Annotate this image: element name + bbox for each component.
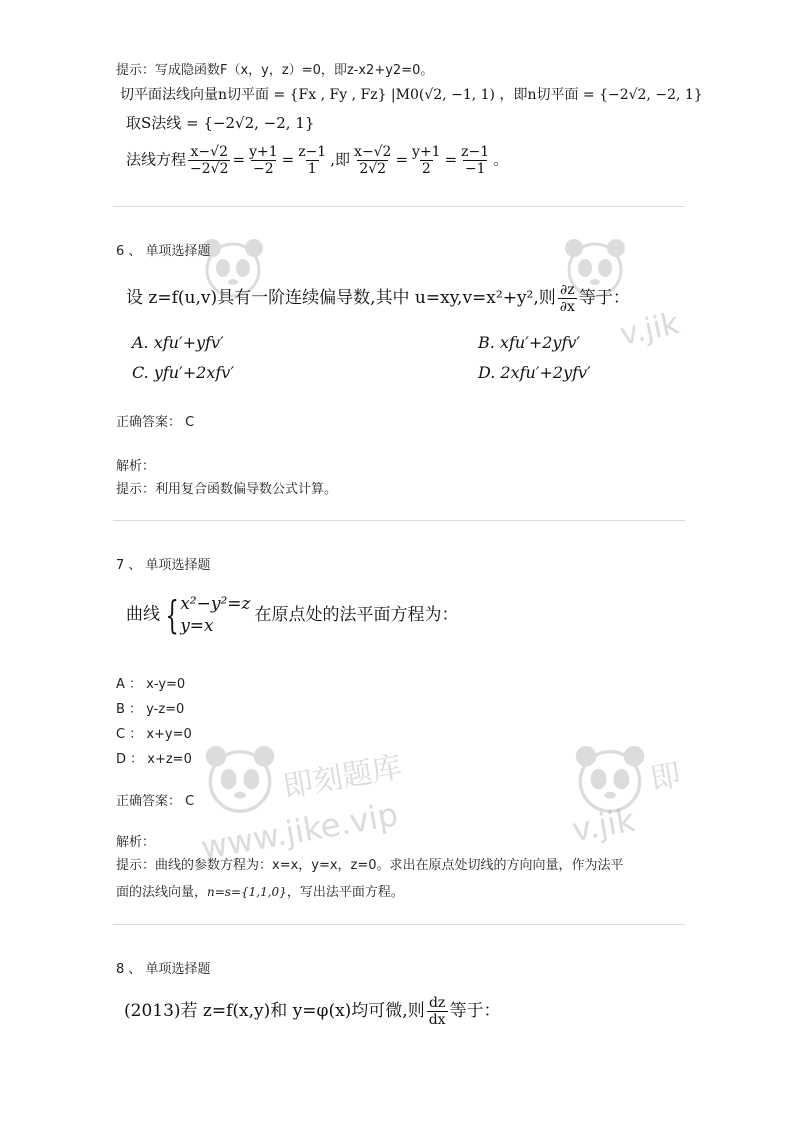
q6-stem: [126, 282, 630, 315]
frac: [296, 144, 328, 177]
watermark-url: www.jike.vip: [198, 795, 401, 867]
frac-den: ∂x: [559, 299, 575, 315]
panda-watermark-icon: [570, 738, 650, 818]
q6-stem-pre: 设 z=f(u,v)具有一阶连续偏导数,其中 u=xy,v=x²+y²,则: [126, 288, 556, 308]
partial-fraction: [558, 282, 577, 315]
q7-stem: [126, 593, 458, 637]
frac-den: 1: [307, 161, 317, 177]
q5-hint: 提示：写成隐函数F（x，y，z）=0，即z-x2+y2=0。: [116, 63, 434, 78]
q6-stem-post: 等于：: [578, 288, 630, 308]
q7-hint-line-2: [116, 883, 404, 902]
q6-option-c[interactable]: C. yfu′+2xfv′: [132, 363, 234, 382]
derivative-fraction: [427, 995, 448, 1028]
q7-stem-pre: 曲线: [126, 604, 160, 625]
q6-hint: 提示：利用复合函数偏导数公式计算。: [116, 482, 338, 497]
q8-header: 8 、 单项选择题: [116, 962, 211, 977]
q7-hint-line-2-pre: 面的法线向量，: [116, 885, 208, 900]
frac-num: y+1: [412, 144, 441, 160]
frac-num: z−1: [298, 144, 327, 160]
q7-option-a[interactable]: A ： x-y=0: [116, 677, 186, 692]
frac-num: dz: [428, 995, 446, 1011]
q5-ji: ,即: [330, 150, 350, 169]
frac: [188, 144, 230, 177]
panda-watermark-icon: [200, 738, 280, 818]
frac: [352, 144, 393, 177]
q6-option-a[interactable]: A. xfu′+yfv′: [132, 333, 224, 352]
equation-system: [180, 593, 250, 637]
frac: [410, 144, 443, 177]
frac-den: 2: [421, 161, 431, 177]
q8-stem-post: 等于：: [449, 1001, 501, 1021]
q7-stem-post: 在原点处的法平面方程为：: [254, 604, 459, 625]
q7-hint-formula: n=s={1,1,0}: [207, 885, 287, 899]
q6-header: 6 、 单项选择题: [116, 244, 211, 259]
q6-answer: 正确答案： C: [116, 415, 195, 430]
frac-den: 2√2: [359, 161, 387, 177]
watermark-url-partial: v.jik: [569, 800, 638, 850]
frac-num: z−1: [461, 144, 490, 160]
q8-stem: [124, 995, 501, 1028]
q7-option-b[interactable]: B ： y-z=0: [116, 702, 185, 717]
divider: [113, 520, 685, 521]
q7-option-d[interactable]: D ： x+z=0: [116, 752, 192, 767]
frac-num: y+1: [249, 144, 278, 160]
q7-hint-line-2-post: ，写出法平面方程。: [286, 885, 404, 900]
divider: [113, 206, 685, 207]
q7-answer: 正确答案： C: [116, 794, 195, 809]
watermark-brand-partial: 即: [647, 757, 684, 798]
system-line-2: y=x: [180, 616, 214, 636]
frac-den: −2√2: [190, 161, 229, 177]
watermark-brand: 即刻题库: [280, 749, 405, 806]
q5-take-line: 取S法线 = {−2√2, −2, 1}: [126, 114, 315, 132]
frac-num: x−√2: [353, 144, 392, 160]
q6-option-b[interactable]: B. xfu′+2yfv′: [478, 333, 581, 352]
q5-normal-line-prefix: 法线方程: [126, 150, 187, 169]
frac: [459, 144, 491, 177]
frac: [247, 144, 280, 177]
q5-end: 。: [493, 150, 509, 169]
frac-den: −1: [464, 161, 486, 177]
left-brace: {: [165, 593, 179, 637]
q7-hint-line-1: 提示：曲线的参数方程为：x=x，y=x，z=0。求出在原点处切线的方向向量，作为法平: [116, 858, 624, 873]
q7-analysis-label: 解析：: [116, 835, 156, 850]
divider: [113, 924, 685, 925]
frac-den: −2: [253, 161, 274, 177]
q6-analysis-label: 解析：: [116, 459, 156, 474]
system-line-1: x²−y²=z: [180, 594, 251, 614]
q5-normal-line-equation: 法线方程 $\frac{x-√2}{-2√2}$ = $\frac{y+1}{-2}$ = $\frac{z-1}{1}$ ,即 $\frac{x-√2}{2√2}$ = $\frac{y+1}{2}$ = $\frac{z-1}{-1}$ 。: [126, 144, 509, 177]
q5-normal-vector-line: 切平面法线向量n切平面 = {Fx , Fy , Fz} |M0(√2, −1, 1) ，即n切平面 = {−2√2, −2, 1}: [120, 87, 703, 103]
frac-num: ∂z: [560, 282, 575, 298]
frac-den: dx: [428, 1012, 446, 1028]
q7-header: 7 、 单项选择题: [116, 558, 211, 573]
q8-stem-pre: (2013)若 z=f(x,y)和 y=φ(x)均可微,则: [124, 1001, 425, 1021]
watermark-url-partial: v.jik: [617, 306, 683, 353]
q7-option-c[interactable]: C ： x+y=0: [116, 727, 192, 742]
q6-option-d[interactable]: D. 2xfu′+2yfv′: [478, 363, 591, 382]
frac-num: x−√2: [190, 144, 228, 160]
